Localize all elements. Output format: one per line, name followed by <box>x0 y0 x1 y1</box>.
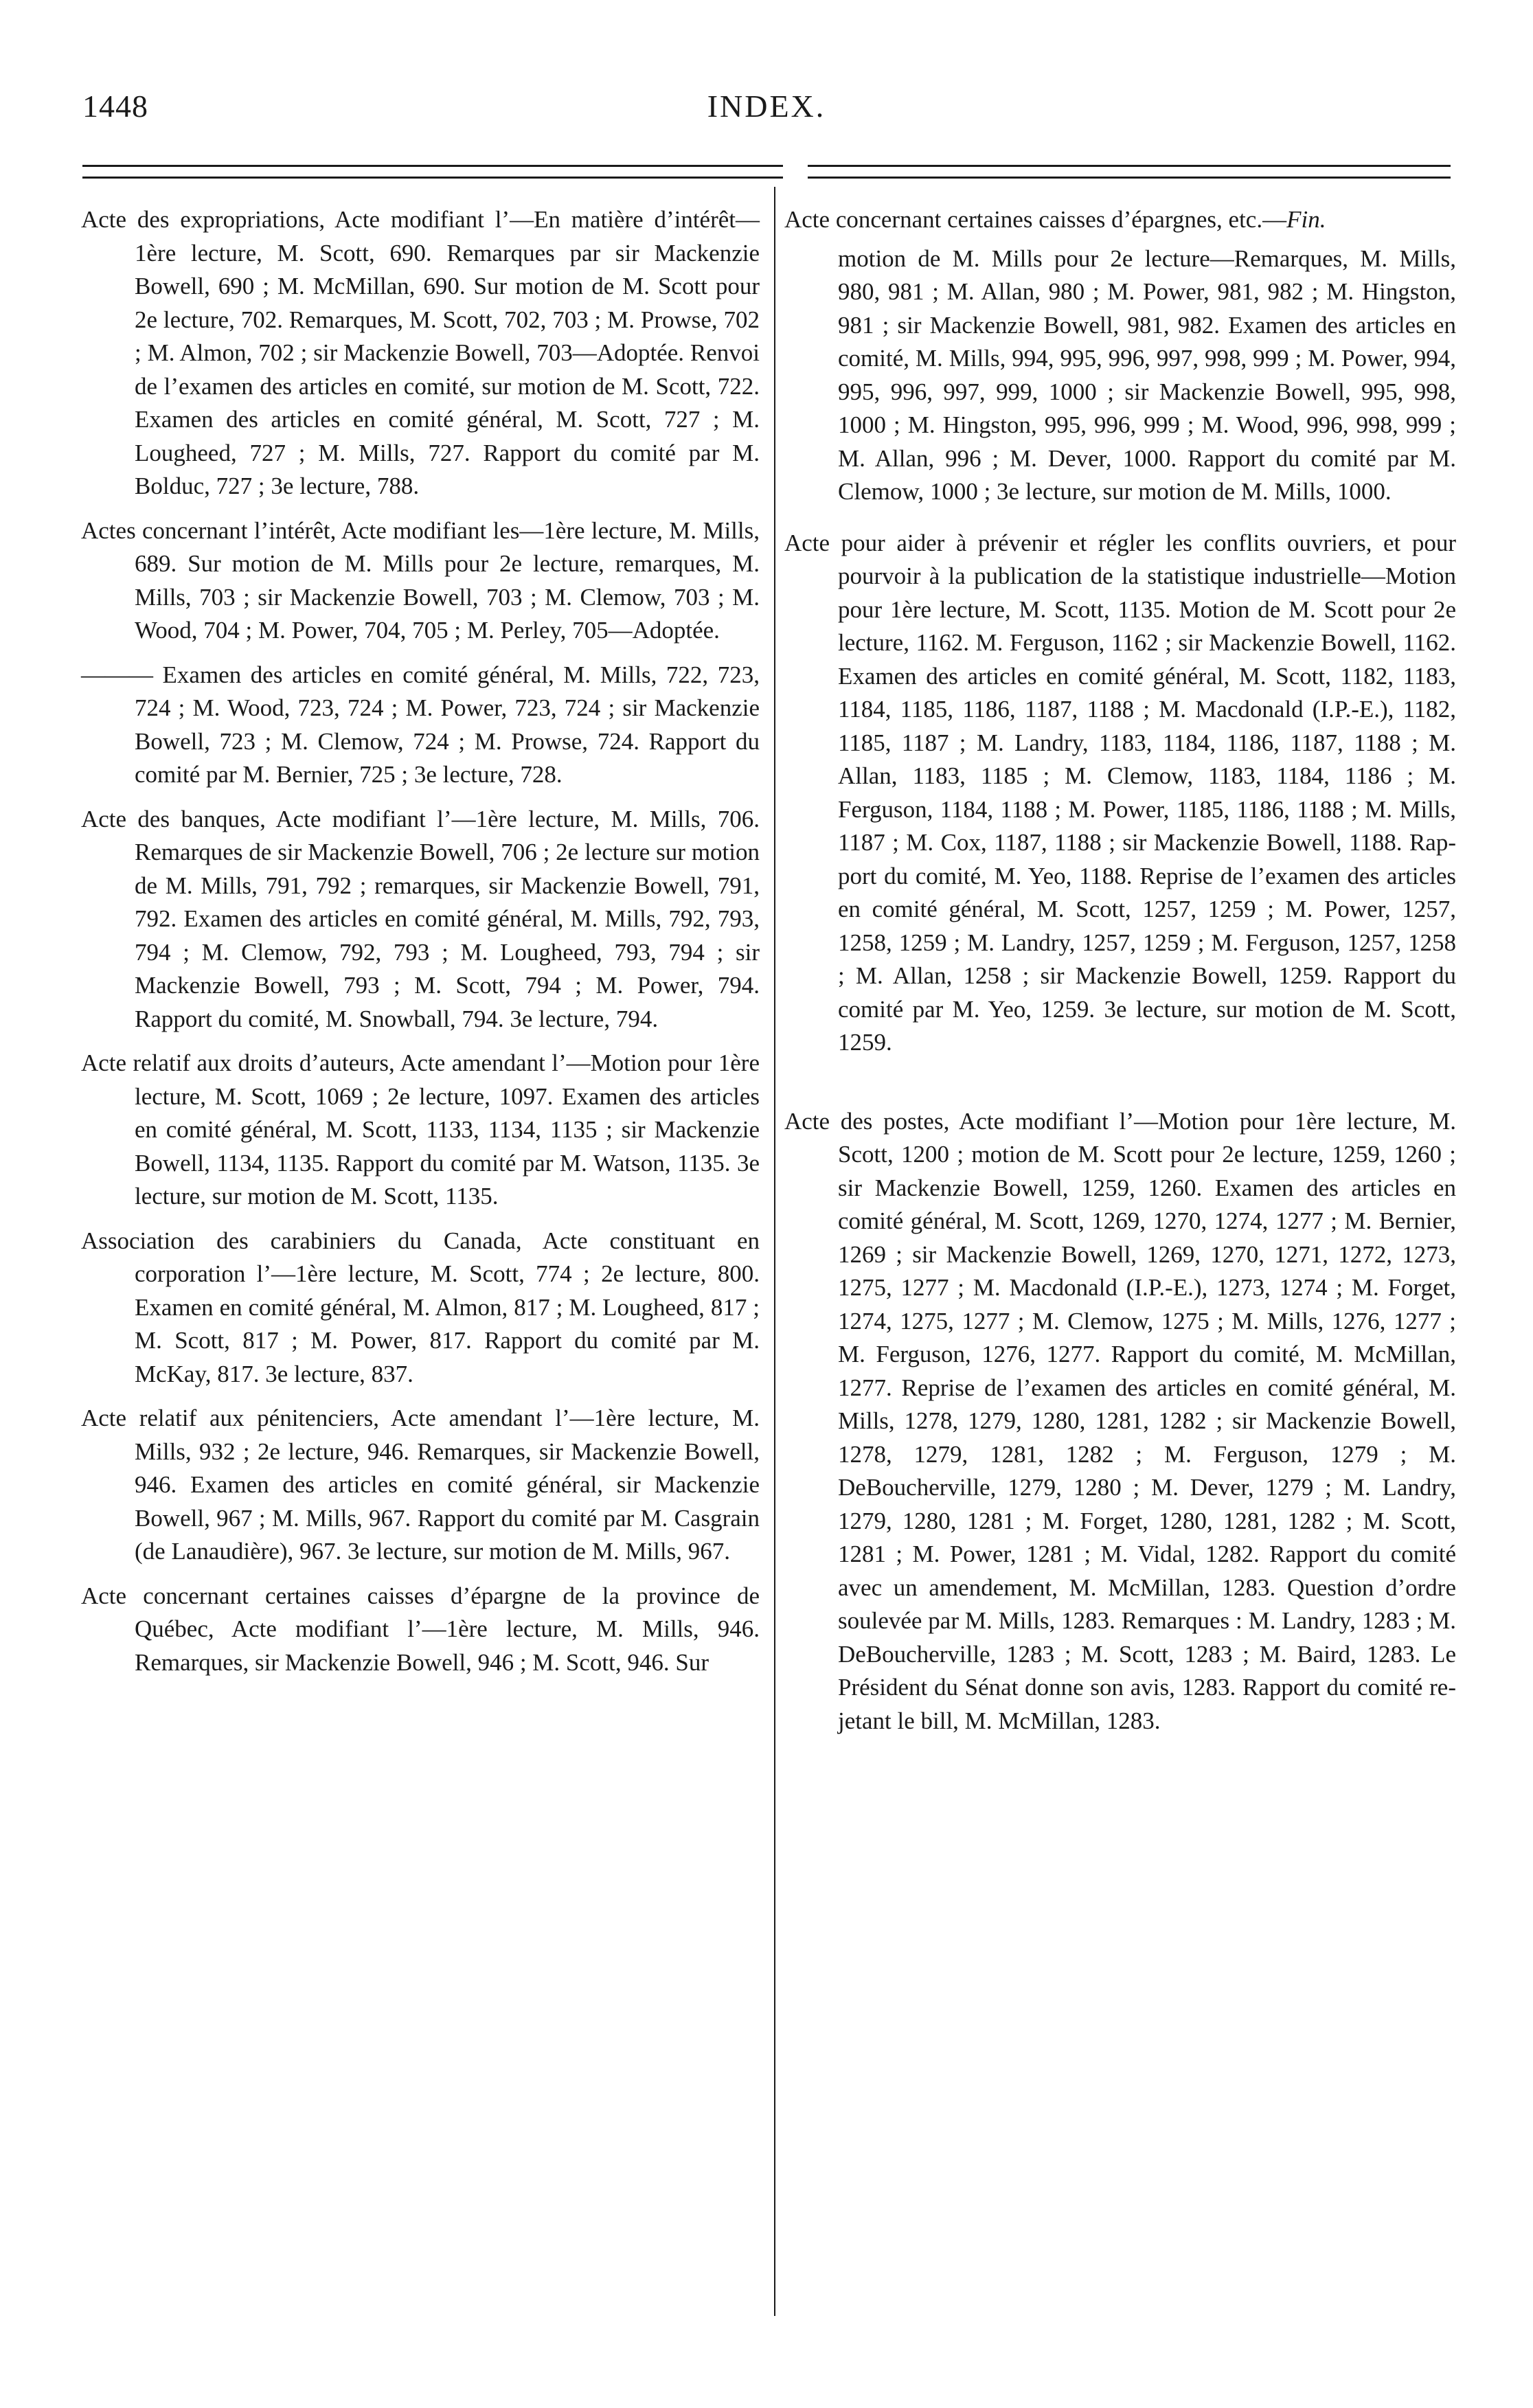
index-entry: Acte relatif aux droits d’auteurs, Acte amendant l’—Motion pour 1ère lecture, M. Scott, 1069 ; 2e lecture, 1097. Examen des articles en comité général, M. Scott, 1133, 1134, 1135 ; sir Mackenzie Bowell, 1134, 1135. Rapport du comité par M. Watson, 1135. 3e lecture, sur motion de M. Scott, 1135. <box>81 1049 760 1209</box>
index-entry: Association des carabiniers du Canada, Acte constituant en corporation l’—1ère lecture, M. Scott, 774 ; 2e lecture, 800. Examen en comité général, M. Almon, 817 ; M. Lougheed, 817 ; M. Scott, 817 ; M. Power, 817. Rapport du comité par M. McKay, 817. 3e lecture, 837. <box>81 1227 760 1387</box>
index-entry: Actes concernant l’intérêt, Acte modifiant les—1ère lecture, M. Mills, 689. Sur motion de M. Mills pour 2e lecture, remarques, M. Mills, 703 ; sir Mackenzie Bowell, 703 ; M. Clemow, 703 ; M. Wood, 704 ; M. Power, 704, 705 ; M. Perley, 705—Adoptée. <box>81 516 760 644</box>
continuation-fin: Fin. <box>1286 206 1326 233</box>
double-rule-left <box>82 165 783 179</box>
index-entry: Acte relatif aux pénitenciers, Acte amendant l’—1ère lecture, M. Mills, 932 ; 2e lecture, 946. Remarques, sir Mackenzie Bowell, 946. Examen des articles en comité général, sir Mackenzie Bowell, 967 ; M. Mills, 967. Rapport du comité par M. Casgrain (de Lanaudière), 967. 3e lecture, sur motion de M. Mills, 967. <box>81 1405 760 1565</box>
index-entry: Acte concernant certaines caisses d’épargne de la province de Québec, Acte modifiant l’—1ère lecture, M. Mills, 946. Remarques, sir Mackenzie Bowell, 946 ; M. Scott, 946. Sur <box>81 1582 760 1676</box>
page-title: INDEX. <box>707 89 826 124</box>
index-subentry: ——— Examen des articles en comité général, M. Mills, 722, 723, 724 ; M. Wood, 723, 724 ; M. Power, 723, 724 ; sir Mackenzie Bowell, 723 ; M. Clemow, 724 ; M. Prowse, 724. Rapport du comité par M. Bernier, 725 ; 3e lecture, 728. <box>81 661 760 788</box>
page-number: 1448 <box>82 89 148 124</box>
continuation-heading-text: Acte concernant certaines caisses d’épargnes, etc.— <box>784 206 1287 233</box>
double-rule-right <box>808 165 1451 179</box>
right-column <box>784 203 1456 1738</box>
continuation-text: motion de M. Mills pour 2e lecture—Remarques, M. Mills, 980, 981 ; M. Allan, 980 ; M. Power, 981, 982 ; M. Hingston, 981 ; sir Mackenzie Bowell, 981, 982. Examen des articles en comité, M. Mills, 994, 995, 996, 997, 998, 999 ; M. Power, 994, 995, 996, 997, 999, 1000 ; sir Mackenzie Bowell, 995, 998, 1000 ; M. Hingston, 995, 996, 999 ; M. Wood, 996, 998, 999 ; M. Allan, 996 ; M. Dever, 1000. Rapport du comité par M. Clemow, 1000 ; 3e lecture, sur motion de M. Mills, 1000. <box>838 245 1456 505</box>
index-entry: Acte des expropriations, Acte modifiant l’—En matière d’intérêt—1ère lecture, M. Scott, 690. Remarques par sir Mackenzie Bowell, 690 ; M. McMillan, 690. Sur motion de M. Scott pour 2e lecture, 702. Remarques, M. Scott, 702, 703 ; M. Prowse, 702 ; M. Almon, 702 ; sir Mackenzie Bowell, 703—Adoptée. Renvoi de l’examen des articles en comité, sur motion de M. Scott, 722. Examen des articles en comité général, M. Scott, 727 ; M. Lougheed, 727 ; M. Mills, 727. Rapport du comité par M. Bolduc, 727 ; 3e lecture, 788. <box>81 206 760 499</box>
index-entry: Acte pour aider à prévenir et régler les conflits ouvriers, et pour pourvoir à la publication de la statistique industrielle—Motion pour 1ère lecture, M. Scott, 1135. Motion de M. Scott pour 2e lecture, 1162. M. Ferguson, 1162 ; sir Mackenzie Bowell, 1162. Examen des articles en comité général, M. Scott, 1182, 1183, 1184, 1185, 1186, 1187, 1188 ; M. Macdonald (I.P.-E.), 1182, 1185, 1187 ; M. Landry, 1183, 1184, 1186, 1187, 1188 ; M. Allan, 1183, 1185 ; M. Clemow, 1183, 1184, 1186 ; M. Ferguson, 1184, 1188 ; M. Power, 1185, 1186, 1188 ; M. Mills, 1187 ; M. Cox, 1187, 1188 ; sir Mackenzie Bowell, 1188. Rapport du comité, M. Yeo, 1188. Reprise de l’examen des articles en comité général, M. Scott, 1257, 1259 ; M. Power, 1257, 1258, 1259 ; M. Landry, 1257, 1259 ; M. Ferguson, 1257, 1258 ; M. Allan, 1258 ; sir Mackenzie Bowell, 1259. Rapport du comité par M. Yeo, 1259. 3e lecture, sur motion de M. Scott, 1259. <box>784 529 1456 1056</box>
left-column <box>81 203 760 1679</box>
index-entry: Acte des postes, Acte modifiant l’—Motion pour 1ère lecture, M. Scott, 1200 ; motion de M. Scott pour 2e lecture, 1259, 1260 ; sir Mackenzie Bowell, 1259, 1260. Examen des articles en comité général, M. Scott, 1269, 1270, 1274, 1277 ; M. Bernier, 1269 ; sir Mackenzie Bowell, 1269, 1270, 1271, 1272, 1273, 1275, 1277 ; M. Macdonald (I.P.-E.), 1273, 1274 ; M. Forget, 1274, 1275, 1277 ; M. Clemow, 1275 ; M. Mills, 1276, 1277 ; M. Ferguson, 1276, 1277. Rapport du comité, M. McMillan, 1277. Reprise de l’examen des articles en comité général, M. Mills, 1278, 1279, 1280, 1281, 1282 ; sir Mackenzie Bowell, 1278, 1279, 1281, 1282 ; M. Ferguson, 1279 ; M. DeBoucherville, 1279, 1280 ; M. Dever, 1279 ; M. Landry, 1279, 1280, 1281 ; M. Forget, 1280, 1281, 1282 ; M. Scott, 1281 ; M. Power, 1281 ; M. Vidal, 1282. Rapport du comité avec un amendement, M. McMillan, 1283. Question d’ordre soulevée par M. Mills, 1283. Remarques : M. Landry, 1283 ; M. DeBoucherville, 1283 ; M. Scott, 1283 ; M. Baird, 1283. Le Président du Sénat donne son avis, 1283. Rapport du comité rejetant le bill, M. McMillan, 1283. <box>784 1107 1456 1734</box>
index-entry: Acte des banques, Acte modifiant l’—1ère lecture, M. Mills, 706. Remarques de sir Mackenzie Bowell, 706 ; 2e lecture sur motion de M. Mills, 791, 792 ; remarques, sir Mackenzie Bowell, 791, 792. Examen des articles en comité général, M. Mills, 792, 793, 794 ; M. Clemow, 792, 793 ; M. Lougheed, 793, 794 ; sir Mackenzie Bowell, 793 ; M. Scott, 794 ; M. Power, 794. Rapport du comité, M. Snowball, 794. 3e lecture, 794. <box>81 805 760 1032</box>
column-divider <box>774 187 775 2316</box>
continuation-heading <box>784 203 1456 237</box>
